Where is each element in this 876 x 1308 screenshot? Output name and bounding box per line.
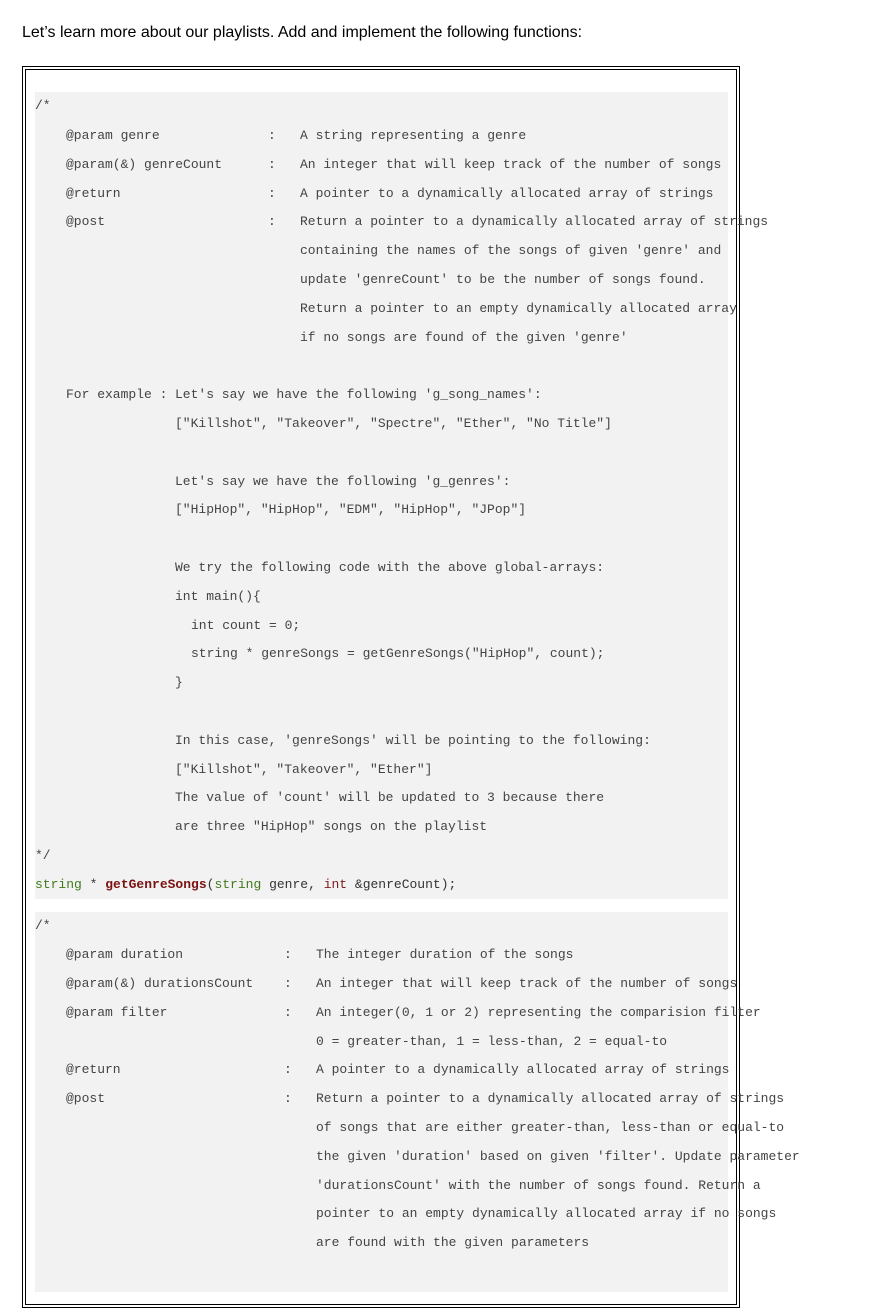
pointer-star: *: [81, 877, 106, 892]
doc-desc: A string representing a genre: [300, 128, 527, 143]
comment-open: /*: [35, 918, 51, 933]
param-name-ref: &genreCount);: [347, 877, 457, 892]
paren-open: (: [206, 877, 215, 892]
doc-colon: :: [284, 976, 292, 991]
example-code-line: string * genreSongs = getGenreSongs("HipHop", count);: [191, 646, 605, 661]
example-line: are three "HipHop" songs on the playlist: [175, 819, 488, 834]
doc-desc: An integer(0, 1 or 2) representing the comparision filter: [316, 1005, 761, 1020]
doc-colon: :: [284, 1091, 292, 1106]
doc-desc-continued: of songs that are either greater-than, less-than or equal-to: [316, 1120, 785, 1135]
doc-desc-continued: if no songs are found of the given 'genre': [300, 330, 628, 345]
function-signature: [35, 877, 456, 893]
example-line: We try the following code with the above global-arrays:: [175, 560, 605, 575]
doc-tag: @return: [66, 1062, 121, 1077]
function-name: getGenreSongs: [105, 877, 207, 892]
doc-tag: @param(&) genreCount: [66, 157, 223, 172]
param-type-int: int: [323, 877, 348, 892]
doc-desc: An integer that will keep track of the number of songs: [300, 157, 722, 172]
doc-desc-continued: containing the names of the songs of given 'genre' and: [300, 243, 722, 258]
example-line: ["HipHop", "HipHop", "EDM", "HipHop", "JPop"]: [175, 502, 527, 517]
param-type: string: [214, 877, 262, 892]
doc-desc-continued: are found with the given parameters: [316, 1235, 590, 1250]
doc-tag: @post: [66, 1091, 106, 1106]
doc-tag: @return: [66, 186, 121, 201]
example-line: Let's say we have the following 'g_song_names':: [175, 387, 542, 402]
example-line: Let's say we have the following 'g_genres':: [175, 474, 511, 489]
example-line: The value of 'count' will be updated to 3 because there: [175, 790, 605, 805]
doc-desc-continued: 0 = greater-than, 1 = less-than, 2 = equal-to: [316, 1034, 668, 1049]
doc-colon: :: [268, 128, 276, 143]
example-line: In this case, 'genreSongs' will be pointing to the following:: [175, 733, 651, 748]
doc-desc-continued: 'durationsCount' with the number of songs found. Return a: [316, 1178, 761, 1193]
doc-tag: @post: [66, 214, 106, 229]
doc-desc: The integer duration of the songs: [316, 947, 574, 962]
example-label: For example :: [66, 387, 168, 402]
example-line: ["Killshot", "Takeover", "Ether"]: [175, 762, 433, 777]
doc-desc: Return a pointer to a dynamically allocated array of strings: [316, 1091, 785, 1106]
doc-desc: Return a pointer to a dynamically allocated array of strings: [300, 214, 769, 229]
example-code-line: }: [175, 675, 183, 690]
example-line: ["Killshot", "Takeover", "Spectre", "Ether", "No Title"]: [175, 416, 612, 431]
doc-desc-continued: pointer to an empty dynamically allocated array if no songs: [316, 1206, 777, 1221]
doc-colon: :: [268, 214, 276, 229]
doc-colon: :: [268, 157, 276, 172]
doc-desc: A pointer to a dynamically allocated array of strings: [300, 186, 714, 201]
doc-tag: @param(&) durationsCount: [66, 976, 254, 991]
doc-colon: :: [268, 186, 276, 201]
doc-desc: A pointer to a dynamically allocated array of strings: [316, 1062, 730, 1077]
doc-desc: An integer that will keep track of the number of songs: [316, 976, 738, 991]
comment-open: /*: [35, 98, 51, 113]
doc-tag: @param filter: [66, 1005, 168, 1020]
doc-desc-continued: update 'genreCount' to be the number of songs found.: [300, 272, 706, 287]
doc-tag: @param genre: [66, 128, 160, 143]
doc-desc-continued: the given 'duration' based on given 'filter'. Update parameter: [316, 1149, 800, 1164]
doc-tag: @param duration: [66, 947, 184, 962]
doc-colon: :: [284, 1062, 292, 1077]
example-code-line: int count = 0;: [191, 618, 301, 633]
param-name: genre,: [261, 877, 324, 892]
doc-desc-continued: Return a pointer to an empty dynamically allocated array: [300, 301, 737, 316]
return-type: string: [35, 877, 82, 892]
example-code-line: int main(){: [175, 589, 261, 604]
doc-colon: :: [284, 947, 292, 962]
comment-close: */: [35, 848, 51, 863]
intro-text: Let’s learn more about our playlists. Add and implement the following functions:: [22, 24, 583, 41]
doc-colon: :: [284, 1005, 292, 1020]
